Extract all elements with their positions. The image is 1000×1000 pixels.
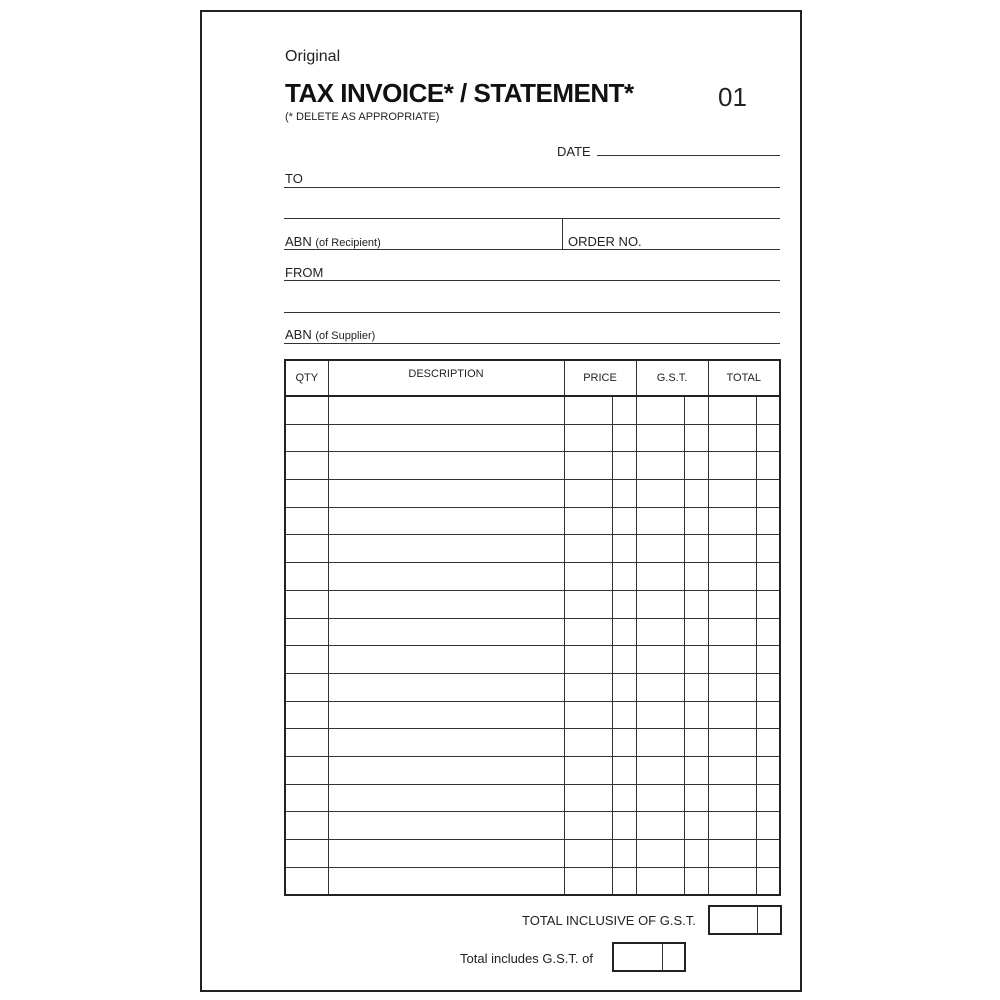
cell-price-dollars[interactable] [564,646,612,674]
table-body [285,396,780,895]
cell-gst-cents[interactable] [684,701,708,729]
cell-total-dollars[interactable] [708,535,756,563]
cell-gst-dollars[interactable] [636,840,684,868]
cell-gst-cents[interactable] [684,729,708,757]
line-items-table [284,359,781,896]
cell-gst-dollars[interactable] [636,480,684,508]
table-row [285,618,780,646]
abn-supplier-label-main: ABN [285,327,312,342]
cell-price-dollars[interactable] [564,701,612,729]
cell-price-dollars[interactable] [564,507,612,535]
cell-gst-cents[interactable] [684,452,708,480]
cell-total-cents[interactable] [756,563,780,591]
cell-description[interactable] [328,840,564,868]
cell-price-dollars[interactable] [564,480,612,508]
cell-price-dollars[interactable] [564,756,612,784]
cell-total-cents[interactable] [756,784,780,812]
cell-total-dollars[interactable] [708,618,756,646]
cell-price-cents[interactable] [612,840,636,868]
cell-total-cents[interactable] [756,480,780,508]
cell-total-dollars[interactable] [708,452,756,480]
table-row [285,563,780,591]
cell-total-cents[interactable] [756,756,780,784]
cell-price-cents[interactable] [612,396,636,424]
cell-qty[interactable] [285,812,328,840]
cell-description[interactable] [328,812,564,840]
cell-total-cents[interactable] [756,535,780,563]
cell-price-cents[interactable] [612,867,636,895]
cell-total-dollars[interactable] [708,424,756,452]
cell-gst-dollars[interactable] [636,646,684,674]
cell-price-dollars[interactable] [564,590,612,618]
cell-gst-dollars[interactable] [636,590,684,618]
cell-description[interactable] [328,590,564,618]
cell-description[interactable] [328,396,564,424]
cell-price-dollars[interactable] [564,673,612,701]
cell-description[interactable] [328,618,564,646]
copy-label: Original [285,48,341,65]
cell-gst-cents[interactable] [684,563,708,591]
table-row [285,729,780,757]
cell-qty[interactable] [285,590,328,618]
cell-total-cents[interactable] [756,618,780,646]
cell-qty[interactable] [285,729,328,757]
cell-price-cents[interactable] [612,535,636,563]
column-header-description: DESCRIPTION [328,360,564,396]
total-inclusive-label: TOTAL INCLUSIVE OF G.S.T. [522,913,696,928]
cell-total-cents[interactable] [756,646,780,674]
cell-total-cents[interactable] [756,812,780,840]
gst-included-label: Total includes G.S.T. of [460,951,593,966]
cell-qty[interactable] [285,756,328,784]
cell-price-cents[interactable] [612,646,636,674]
cell-gst-cents[interactable] [684,840,708,868]
cell-total-dollars[interactable] [708,646,756,674]
cell-qty[interactable] [285,701,328,729]
cell-total-dollars[interactable] [708,563,756,591]
cell-qty[interactable] [285,424,328,452]
cell-gst-cents[interactable] [684,535,708,563]
cell-gst-cents[interactable] [684,784,708,812]
table-row [285,480,780,508]
abn-recipient-order-field[interactable] [284,249,780,250]
cell-qty[interactable] [285,673,328,701]
delete-note: (* DELETE AS APPROPRIATE) [285,111,440,123]
cell-gst-cents[interactable] [684,480,708,508]
column-header-gst: G.S.T. [636,360,708,396]
cell-price-cents[interactable] [612,563,636,591]
cell-price-dollars[interactable] [564,618,612,646]
column-header-price: PRICE [564,360,636,396]
table-row [285,507,780,535]
cell-gst-dollars[interactable] [636,729,684,757]
table-row [285,396,780,424]
cell-gst-cents[interactable] [684,812,708,840]
cell-price-dollars[interactable] [564,812,612,840]
cell-total-dollars[interactable] [708,756,756,784]
cell-gst-cents[interactable] [684,396,708,424]
cell-total-dollars[interactable] [708,396,756,424]
cell-description[interactable] [328,756,564,784]
table-row [285,590,780,618]
gst-included-box[interactable] [612,942,686,972]
cell-total-dollars[interactable] [708,590,756,618]
cell-price-dollars[interactable] [564,424,612,452]
abn-recipient-label-sub: (of Recipient) [315,237,381,249]
cell-total-dollars[interactable] [708,729,756,757]
cell-gst-dollars[interactable] [636,618,684,646]
cell-qty[interactable] [285,784,328,812]
cell-total-cents[interactable] [756,396,780,424]
cell-description[interactable] [328,729,564,757]
abn-recipient-label-main: ABN [285,234,312,249]
cell-price-cents[interactable] [612,812,636,840]
cell-price-dollars[interactable] [564,396,612,424]
total-inclusive-box[interactable] [708,905,782,935]
abn-supplier-label-sub: (of Supplier) [315,330,376,342]
cell-price-dollars[interactable] [564,452,612,480]
table-row [285,673,780,701]
cell-total-cents[interactable] [756,673,780,701]
cell-qty[interactable] [285,618,328,646]
from-field-line-2[interactable] [284,312,780,313]
cell-description[interactable] [328,673,564,701]
cell-gst-dollars[interactable] [636,756,684,784]
table-row [285,646,780,674]
cell-qty[interactable] [285,646,328,674]
table-row [285,812,780,840]
abn-supplier-field[interactable] [284,343,780,344]
cell-gst-dollars[interactable] [636,812,684,840]
cell-description[interactable] [328,784,564,812]
cell-gst-cents[interactable] [684,673,708,701]
table-row [285,701,780,729]
cell-qty[interactable] [285,563,328,591]
abn-supplier-label [285,327,375,342]
cell-gst-dollars[interactable] [636,452,684,480]
cell-total-cents[interactable] [756,729,780,757]
cell-price-cents[interactable] [612,480,636,508]
cell-description[interactable] [328,535,564,563]
total-inclusive-cents-divider [757,907,758,933]
cell-total-dollars[interactable] [708,480,756,508]
to-field-line-1[interactable] [284,187,780,188]
cell-description[interactable] [328,507,564,535]
cell-price-cents[interactable] [612,618,636,646]
column-header-qty: QTY [285,360,328,396]
date-label: DATE [557,144,591,159]
table-row [285,424,780,452]
cell-price-dollars[interactable] [564,840,612,868]
cell-gst-dollars[interactable] [636,784,684,812]
cell-total-dollars[interactable] [708,867,756,895]
table-row [285,840,780,868]
document-title: TAX INVOICE* / STATEMENT* [285,78,634,108]
cell-total-cents[interactable] [756,507,780,535]
cell-description[interactable] [328,646,564,674]
order-no-label: ORDER NO. [568,234,642,249]
from-label: FROM [285,265,324,280]
cell-price-dollars[interactable] [564,729,612,757]
abn-order-divider [562,218,563,249]
table-row [285,867,780,895]
cell-gst-cents[interactable] [684,424,708,452]
cell-total-dollars[interactable] [708,840,756,868]
cell-total-cents[interactable] [756,867,780,895]
cell-price-cents[interactable] [612,701,636,729]
cell-total-dollars[interactable] [708,701,756,729]
document-number: 01 [718,82,747,112]
column-header-total: TOTAL [708,360,780,396]
cell-total-dollars[interactable] [708,784,756,812]
cell-price-cents[interactable] [612,424,636,452]
cell-gst-cents[interactable] [684,618,708,646]
cell-price-cents[interactable] [612,673,636,701]
cell-description[interactable] [328,424,564,452]
cell-price-dollars[interactable] [564,784,612,812]
cell-gst-dollars[interactable] [636,701,684,729]
cell-qty[interactable] [285,507,328,535]
cell-qty[interactable] [285,535,328,563]
from-field-line-1[interactable] [284,280,780,281]
cell-gst-dollars[interactable] [636,867,684,895]
cell-total-cents[interactable] [756,840,780,868]
cell-gst-dollars[interactable] [636,396,684,424]
cell-gst-cents[interactable] [684,646,708,674]
to-label: TO [285,171,303,186]
cell-price-cents[interactable] [612,452,636,480]
invoice-sheet [200,10,802,992]
cell-gst-dollars[interactable] [636,507,684,535]
cell-total-cents[interactable] [756,424,780,452]
cell-price-dollars[interactable] [564,535,612,563]
cell-qty[interactable] [285,452,328,480]
to-field-line-2[interactable] [284,218,780,219]
cell-price-dollars[interactable] [564,867,612,895]
cell-price-cents[interactable] [612,756,636,784]
cell-gst-dollars[interactable] [636,563,684,591]
cell-gst-dollars[interactable] [636,424,684,452]
cell-description[interactable] [328,867,564,895]
cell-qty[interactable] [285,867,328,895]
table-row [285,756,780,784]
cell-gst-cents[interactable] [684,507,708,535]
cell-total-cents[interactable] [756,590,780,618]
cell-total-dollars[interactable] [708,812,756,840]
cell-description[interactable] [328,701,564,729]
table-row [285,535,780,563]
cell-gst-dollars[interactable] [636,673,684,701]
cell-price-cents[interactable] [612,729,636,757]
table-header-row [285,360,780,396]
cell-total-cents[interactable] [756,452,780,480]
gst-included-cents-divider [662,944,663,970]
cell-price-cents[interactable] [612,784,636,812]
cell-gst-cents[interactable] [684,867,708,895]
cell-qty[interactable] [285,840,328,868]
date-field[interactable] [597,155,780,156]
cell-gst-dollars[interactable] [636,535,684,563]
cell-qty[interactable] [285,396,328,424]
table-row [285,784,780,812]
cell-total-dollars[interactable] [708,507,756,535]
cell-gst-cents[interactable] [684,756,708,784]
cell-price-cents[interactable] [612,507,636,535]
abn-recipient-label [285,234,381,249]
table-row [285,452,780,480]
cell-price-dollars[interactable] [564,563,612,591]
cell-total-dollars[interactable] [708,673,756,701]
cell-qty[interactable] [285,480,328,508]
cell-description[interactable] [328,452,564,480]
cell-gst-cents[interactable] [684,590,708,618]
cell-total-cents[interactable] [756,701,780,729]
cell-price-cents[interactable] [612,590,636,618]
cell-description[interactable] [328,563,564,591]
cell-description[interactable] [328,480,564,508]
